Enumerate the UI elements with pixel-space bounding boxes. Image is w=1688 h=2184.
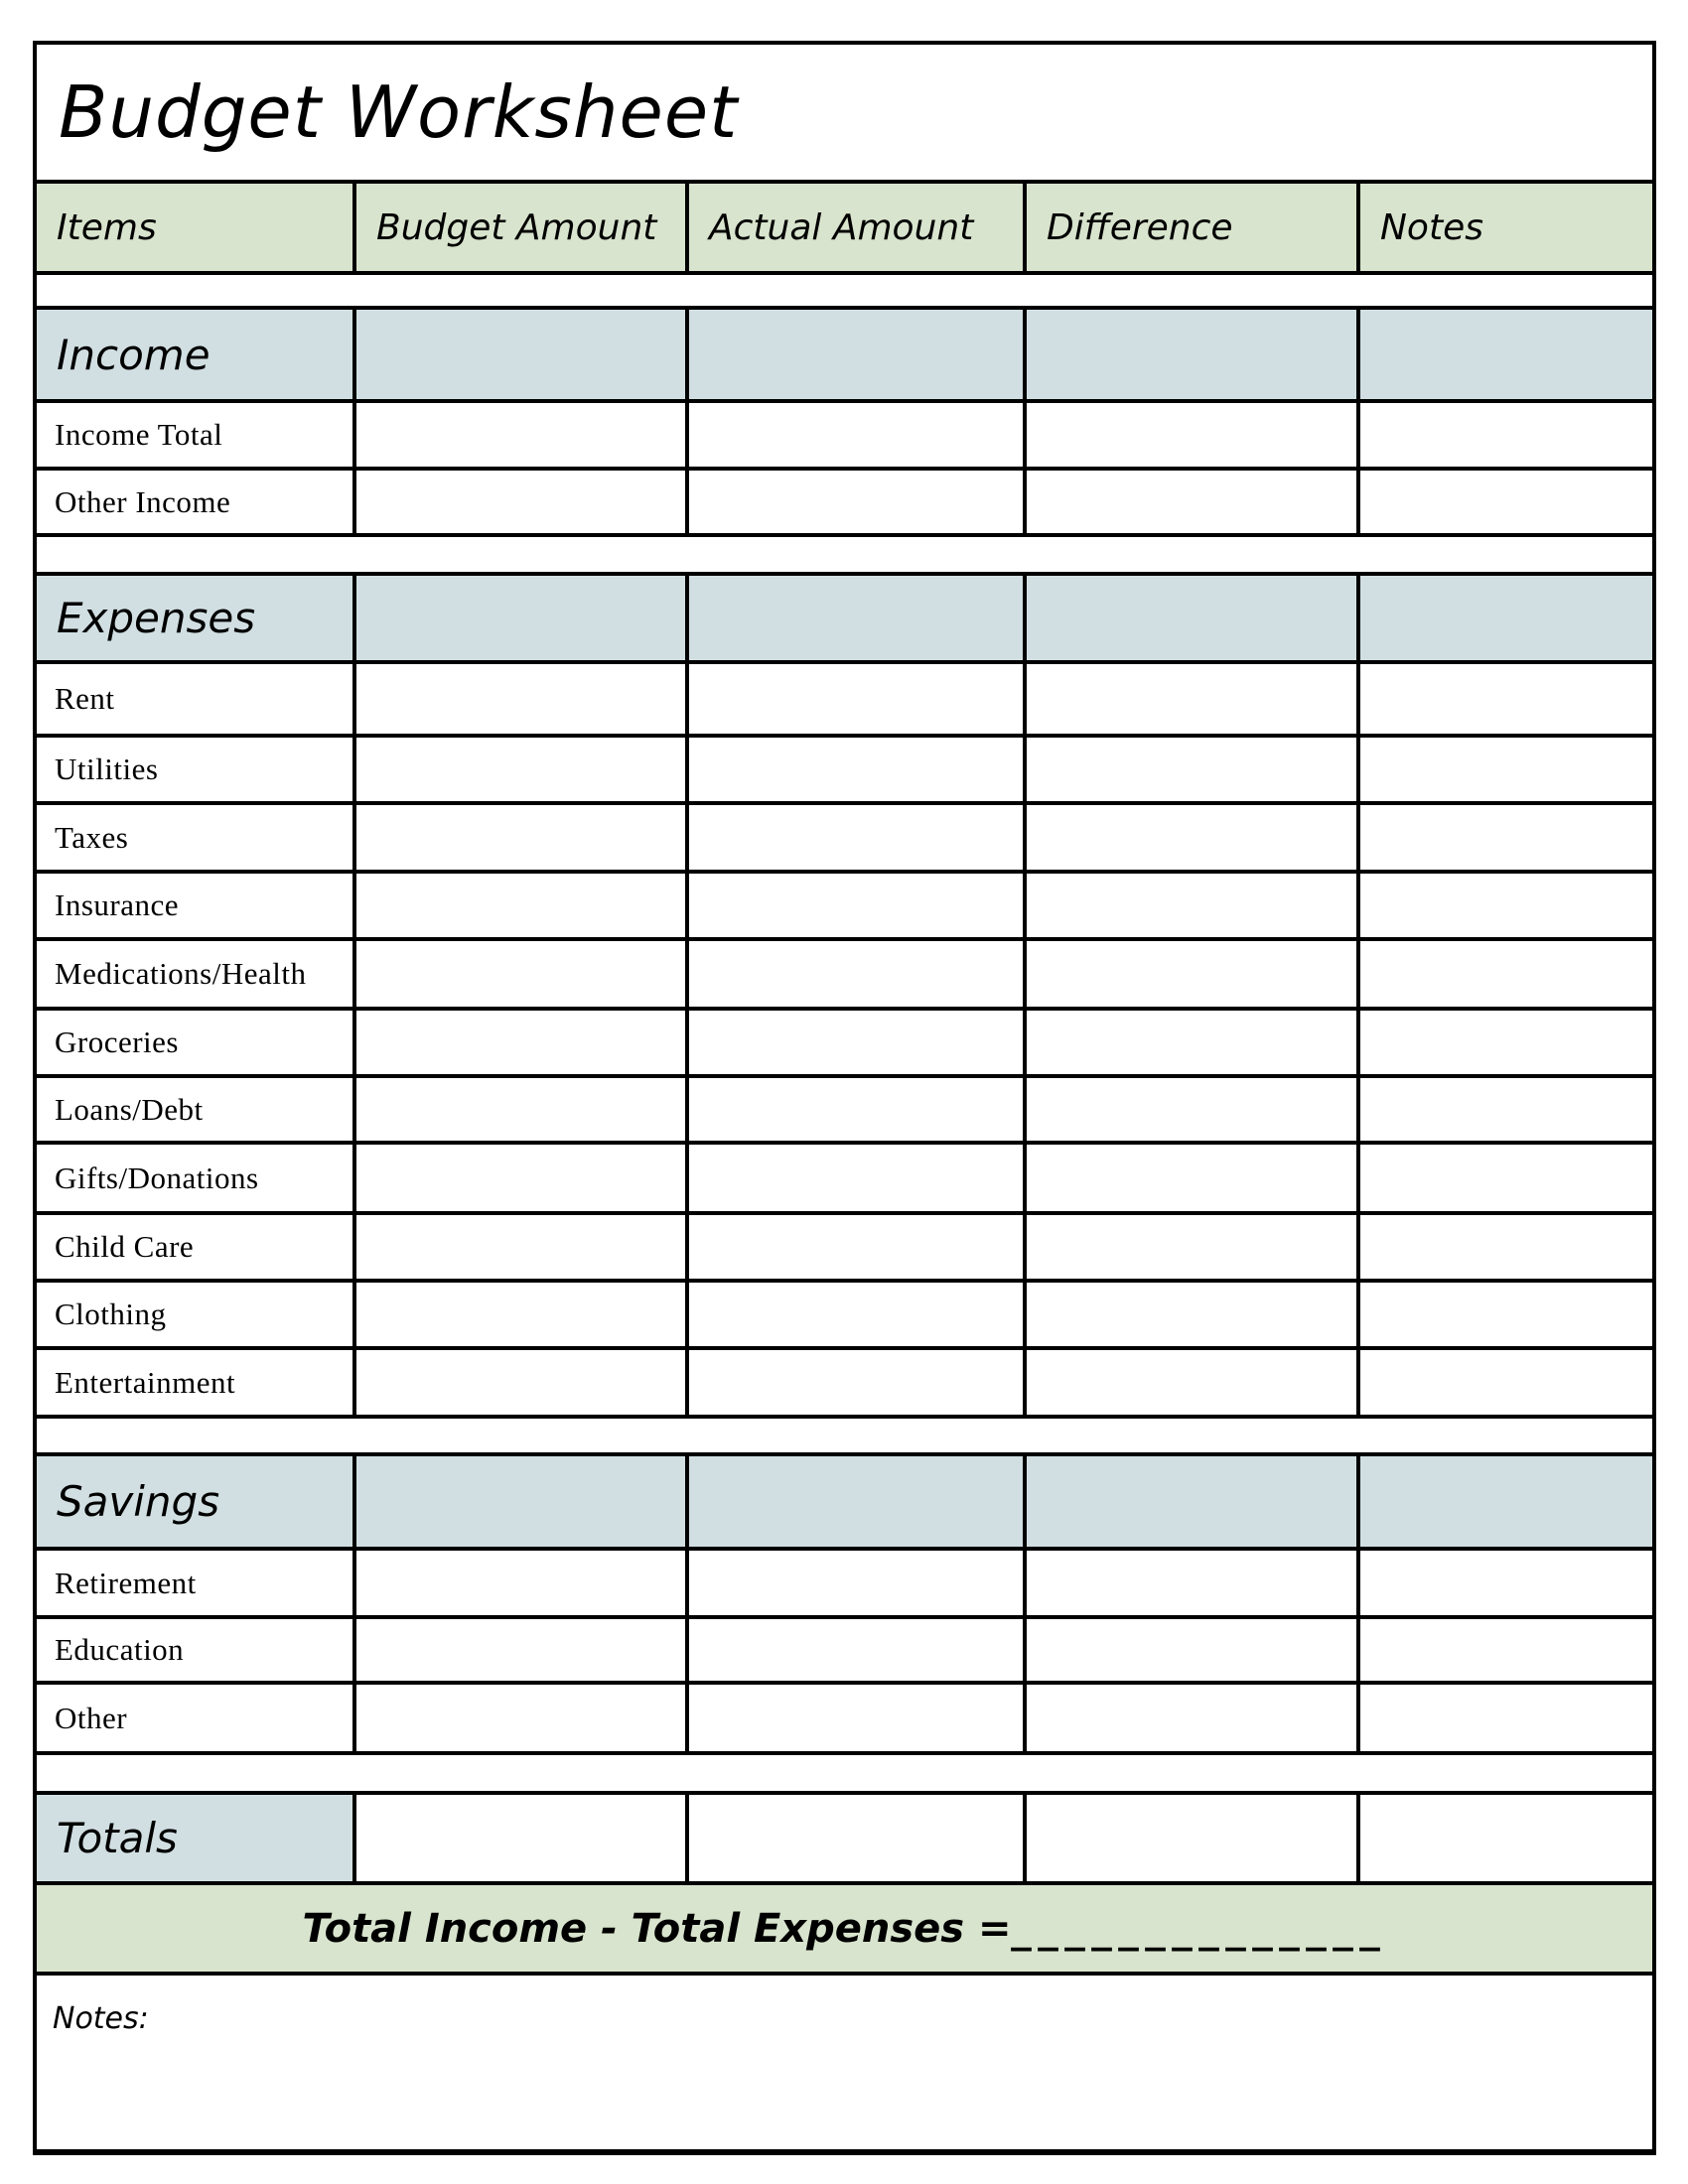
empty-cell xyxy=(1356,403,1652,467)
notes-area xyxy=(37,1976,1652,2149)
empty-cell xyxy=(685,1011,1023,1074)
empty-cell xyxy=(1356,1011,1652,1074)
empty-cell xyxy=(685,738,1023,801)
column-header-difference: Difference xyxy=(1023,184,1356,271)
empty-cell xyxy=(352,471,685,533)
empty-cell xyxy=(1023,1215,1356,1279)
empty-cell xyxy=(352,1283,685,1346)
empty-cell xyxy=(1356,1795,1652,1881)
column-header-row xyxy=(37,184,1652,275)
empty-cell xyxy=(352,1011,685,1074)
spacer-row xyxy=(37,537,1652,576)
empty-cell xyxy=(1356,1078,1652,1141)
empty-cell xyxy=(1356,1283,1652,1346)
spacer-row xyxy=(37,1755,1652,1795)
table-row-other xyxy=(37,1685,1652,1755)
empty-cell xyxy=(685,310,1023,399)
totals-row xyxy=(37,1795,1652,1885)
table-row-retirement xyxy=(37,1551,1652,1619)
table-row-child-care xyxy=(37,1215,1652,1283)
empty-cell xyxy=(685,805,1023,870)
empty-cell xyxy=(352,874,685,937)
empty-cell xyxy=(685,874,1023,937)
empty-cell xyxy=(685,1283,1023,1346)
row-label-cell: Gifts/Donations xyxy=(55,1160,259,1195)
empty-cell xyxy=(1356,1619,1652,1681)
empty-cell xyxy=(352,738,685,801)
table-row-other-income xyxy=(37,471,1652,537)
empty-cell xyxy=(352,941,685,1007)
empty-cell xyxy=(1023,1350,1356,1415)
budget-worksheet-table xyxy=(33,41,1656,2155)
empty-cell xyxy=(352,1350,685,1415)
table-row-rent xyxy=(37,664,1652,738)
table-row-taxes xyxy=(37,805,1652,874)
table-row-education xyxy=(37,1619,1652,1685)
empty-cell xyxy=(352,1795,685,1881)
spacer-row xyxy=(37,275,1652,310)
column-header-actual-amount: Actual Amount xyxy=(685,184,1023,271)
empty-cell xyxy=(1023,1145,1356,1211)
empty-cell xyxy=(352,310,685,399)
section-title-income: Income xyxy=(37,310,352,399)
empty-cell xyxy=(1023,1551,1356,1615)
row-label-cell: Other Income xyxy=(55,483,231,519)
empty-cell xyxy=(352,805,685,870)
empty-cell xyxy=(1356,576,1652,660)
empty-cell xyxy=(1023,738,1356,801)
empty-cell xyxy=(1023,1685,1356,1751)
empty-cell xyxy=(352,1551,685,1615)
empty-cell xyxy=(352,1619,685,1681)
empty-cell xyxy=(685,941,1023,1007)
empty-cell xyxy=(1023,1011,1356,1074)
empty-cell xyxy=(685,1795,1023,1881)
empty-cell xyxy=(1356,1145,1652,1211)
empty-cell xyxy=(1023,403,1356,467)
empty-cell xyxy=(1023,874,1356,937)
section-title-savings: Savings xyxy=(37,1456,352,1547)
row-label-cell: Retirement xyxy=(55,1565,197,1600)
table-row-gifts-donations xyxy=(37,1145,1652,1215)
totals-label-cell: Totals xyxy=(37,1795,352,1881)
empty-cell xyxy=(1023,805,1356,870)
empty-cell xyxy=(1356,738,1652,801)
row-label-cell: Medications/Health xyxy=(55,956,307,991)
row-label-cell: Groceries xyxy=(55,1024,179,1059)
notes-label: Notes: xyxy=(53,2001,149,2036)
column-header-budget-amount: Budget Amount xyxy=(352,184,685,271)
row-label-cell: Utilities xyxy=(55,751,159,786)
page-title: Budget Worksheet xyxy=(59,70,739,154)
empty-cell xyxy=(352,576,685,660)
empty-cell xyxy=(1356,471,1652,533)
empty-cell xyxy=(1356,1215,1652,1279)
empty-cell xyxy=(1356,1551,1652,1615)
empty-cell xyxy=(352,1685,685,1751)
table-row-utilities xyxy=(37,738,1652,805)
empty-cell xyxy=(685,1456,1023,1547)
section-header-expenses xyxy=(37,576,1652,664)
empty-cell xyxy=(685,1551,1023,1615)
row-label-cell: Insurance xyxy=(55,887,179,922)
table-row-loans-debt xyxy=(37,1078,1652,1145)
empty-cell xyxy=(352,1078,685,1141)
empty-cell xyxy=(1023,1283,1356,1346)
summary-formula: Total Income - Total Expenses = xyxy=(302,1905,1012,1952)
empty-cell xyxy=(352,1456,685,1547)
empty-cell xyxy=(1356,805,1652,870)
empty-cell xyxy=(1356,1685,1652,1751)
table-row-groceries xyxy=(37,1011,1652,1078)
empty-cell xyxy=(685,1685,1023,1751)
section-header-savings xyxy=(37,1456,1652,1551)
row-label-cell: Clothing xyxy=(55,1297,167,1331)
row-label-cell: Income Total xyxy=(55,417,223,452)
empty-cell xyxy=(685,471,1023,533)
empty-cell xyxy=(1023,310,1356,399)
empty-cell xyxy=(1023,1078,1356,1141)
empty-cell xyxy=(685,1350,1023,1415)
empty-cell xyxy=(1356,664,1652,734)
empty-cell xyxy=(685,664,1023,734)
summary-banner xyxy=(37,1885,1652,1976)
row-label-cell: Rent xyxy=(55,681,115,716)
empty-cell xyxy=(1023,576,1356,660)
title-row xyxy=(37,45,1652,184)
row-label-cell: Education xyxy=(55,1632,185,1667)
summary-blank-line: ______________ xyxy=(1011,1905,1387,1952)
empty-cell xyxy=(685,403,1023,467)
empty-cell xyxy=(1023,664,1356,734)
row-label-cell: Child Care xyxy=(55,1229,195,1264)
empty-cell xyxy=(352,664,685,734)
empty-cell xyxy=(1023,1456,1356,1547)
table-row-clothing xyxy=(37,1283,1652,1350)
section-header-income xyxy=(37,310,1652,403)
empty-cell xyxy=(1023,1795,1356,1881)
empty-cell xyxy=(685,576,1023,660)
column-header-items: Items xyxy=(37,184,352,271)
empty-cell xyxy=(1356,1350,1652,1415)
table-row-insurance xyxy=(37,874,1652,941)
section-title-expenses: Expenses xyxy=(37,576,352,660)
table-row-medications-health xyxy=(37,941,1652,1011)
empty-cell xyxy=(685,1145,1023,1211)
empty-cell xyxy=(1023,471,1356,533)
empty-cell xyxy=(1023,1619,1356,1681)
empty-cell xyxy=(1356,941,1652,1007)
empty-cell xyxy=(685,1215,1023,1279)
empty-cell xyxy=(1356,874,1652,937)
row-label-cell: Loans/Debt xyxy=(55,1091,204,1127)
table-row-entertainment xyxy=(37,1350,1652,1419)
row-label-cell: Entertainment xyxy=(55,1364,236,1400)
empty-cell xyxy=(352,1215,685,1279)
empty-cell xyxy=(352,1145,685,1211)
column-header-notes: Notes xyxy=(1356,184,1652,271)
empty-cell xyxy=(1356,310,1652,399)
empty-cell xyxy=(685,1619,1023,1681)
table-row-income-total xyxy=(37,403,1652,471)
empty-cell xyxy=(685,1078,1023,1141)
empty-cell xyxy=(1023,941,1356,1007)
spacer-row xyxy=(37,1419,1652,1456)
empty-cell xyxy=(352,403,685,467)
empty-cell xyxy=(1356,1456,1652,1547)
row-label-cell: Other xyxy=(55,1700,128,1735)
row-label-cell: Taxes xyxy=(55,819,129,855)
